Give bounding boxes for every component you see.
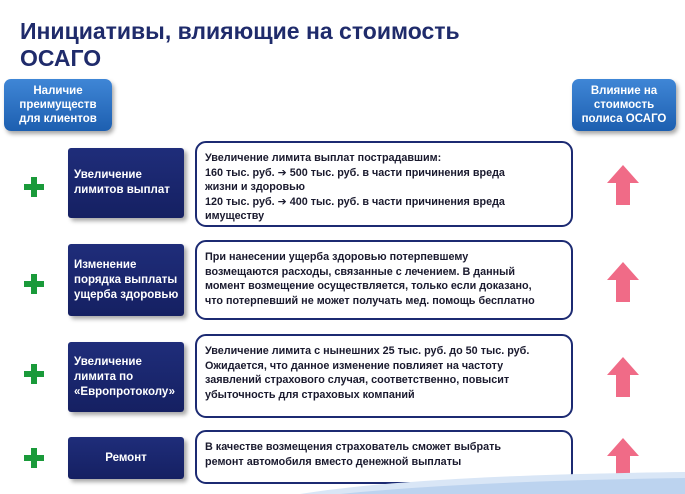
arrow-up-icon <box>607 262 639 302</box>
initiative-label: Увеличение лимита по «Европротоколу» <box>68 342 184 412</box>
header-client-advantages: Наличие преимуществ для клиентов <box>4 79 112 131</box>
decorative-wave <box>300 470 685 494</box>
plus-icon <box>24 274 44 294</box>
plus-icon <box>24 177 44 197</box>
initiative-description: Увеличение лимита выплат пострадавшим: 160 тыс. руб. ➔ 500 тыс. руб. в части причинения вреда жизни и здоровью 120 тыс. руб. ➔ 400 тыс. руб. в части причинения вреда имуществу <box>195 141 573 227</box>
arrow-up-icon <box>607 357 639 397</box>
initiative-description: При нанесении ущерба здоровью потерпевшему возмещаются расходы, связанные с лечением. В данный момент возмещение осуществляется, только если доказано, что потерпевший не может получать мед. помощь бесплатно <box>195 240 573 320</box>
initiative-label: Увеличение лимитов выплат <box>68 148 184 218</box>
initiative-label: Изменение порядка выплаты ущерба здоровью <box>68 244 184 316</box>
initiative-label: Ремонт <box>68 437 184 479</box>
initiative-description: Увеличение лимита с нынешних 25 тыс. руб. до 50 тыс. руб. Ожидается, что данное изменение повлияет на частоту заявлений страхового случая, соответственно, повысит убыточность для страховых компаний <box>195 334 573 418</box>
plus-icon <box>24 364 44 384</box>
arrow-up-icon <box>607 165 639 205</box>
header-price-impact: Влияние на стоимость полиса ОСАГО <box>572 79 676 131</box>
slide-title: Инициативы, влияющие на стоимость ОСАГО <box>20 18 460 71</box>
plus-icon <box>24 448 44 468</box>
initiative-description: В качестве возмещения страхователь сможет выбрать ремонт автомобиля вместо денежной выплаты <box>195 430 573 484</box>
